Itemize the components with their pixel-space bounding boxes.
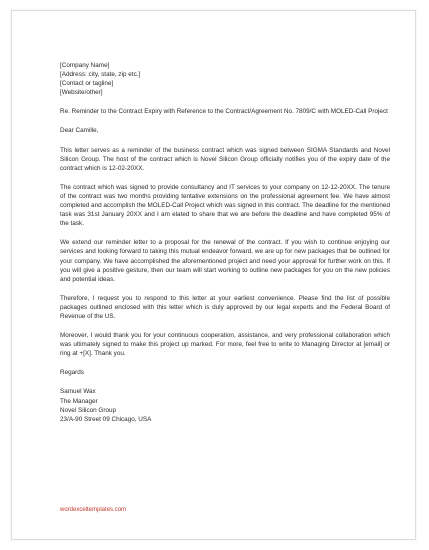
website-placeholder: [Website/other]	[60, 89, 103, 97]
footer-website-link[interactable]: wordexceltemplates.com	[60, 507, 127, 513]
signer-name: Samuel Wax	[60, 388, 96, 396]
subject-line: Re. Reminder to the Contract Expiry with Reference to the Contract/Agreement No. 7809/C with MOLED-Call Project	[60, 108, 388, 116]
document-page	[11, 10, 416, 540]
paragraph-2: The contract which was signed to provide consultancy and IT services to your company on 12-12-20XX. The tenure of the contract was two months providing tentative extensions on the professional agreement fee. We have almost completed and accomplish the MOLED-Call Project which was signed in this contract. The deadline for the mentioned task was 31st January 20XX and I am elated to share that we are before the deadline and have completed 95% of the task.	[60, 183, 390, 228]
closing: Regards	[60, 369, 84, 377]
letter-body	[60, 61, 390, 424]
paragraph-5: Moreover, I would thank you for your continuous cooperation, assistance, and very professional collaboration which was ultimately signed to make this project up marked. For more, feel free to write to Managing Director at [email] or ring at +[X]. Thank you.	[60, 332, 390, 358]
signer-company: Novel Silicon Group	[60, 406, 117, 414]
paragraph-3: We extend our reminder letter to a proposal for the renewal of the contract. If you wish to continue enjoying our services and looking forward to taking this mutual endeavor forward, we are up for new packages that be outlined for your company. We have accomplished the aforementioned project and need your approval for further work on this. If you will give a positive gesture, then our team will start working to outline new packages for you on the new policies and potential ideas.	[60, 239, 390, 283]
sender-address-block	[60, 61, 390, 97]
signature-block	[60, 387, 390, 423]
salutation: Dear Camille,	[60, 127, 99, 135]
address-placeholder: [Address: city, state, zip etc.]	[60, 71, 141, 79]
paragraph-4: Therefore, I request you to respond to this letter at your earliest convenience. Please find the list of possible packages outlined enclosed with this letter which is duly approved by our legal experts and the Federal Board of Revenue of the US.	[60, 294, 390, 320]
company-name-placeholder: [Company Name]	[60, 62, 110, 69]
paragraph-1: This letter serves as a reminder of the business contract which was signed between SIGMA Standards and Novel Silicon Group. The host of the contract which is Novel Silicon Group officially notifies you of the expiry date of the contract which is 12-02-20XX.	[60, 146, 390, 172]
signer-address: 23/A-90 Street 09 Chicago, USA	[60, 415, 152, 423]
contact-placeholder: [Contact or tagline]	[60, 80, 114, 88]
signer-title: The Manager	[60, 397, 98, 405]
